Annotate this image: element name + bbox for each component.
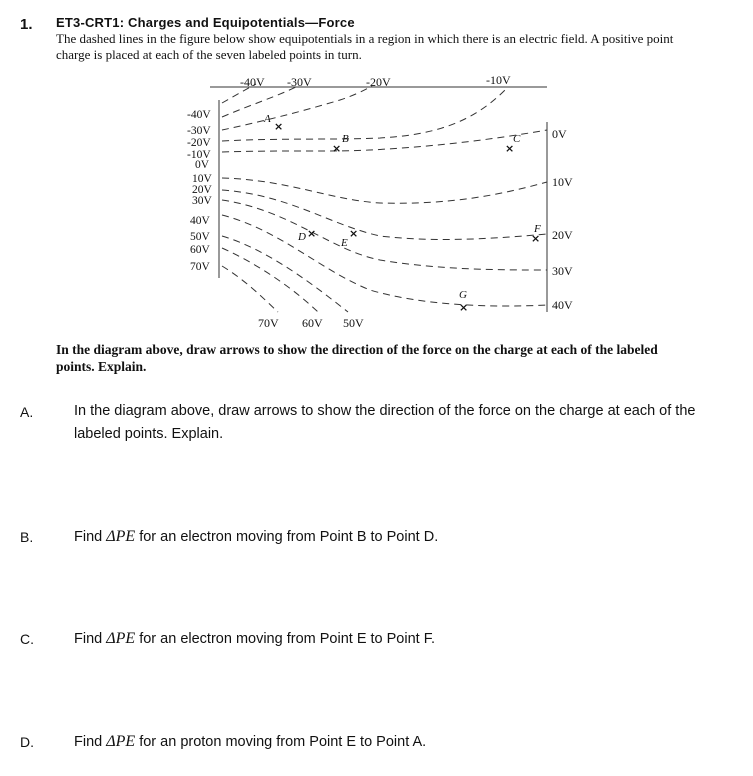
part-d-post: for an proton moving from Point E to Point A.	[139, 734, 427, 750]
left-label: -40V	[187, 109, 211, 121]
top-label: -10V	[486, 73, 511, 87]
point-label-c: C	[513, 133, 521, 145]
equipotential-line	[222, 130, 547, 152]
right-label: 0V	[552, 127, 567, 141]
point-marker-a: ×	[274, 120, 284, 133]
point-label-f: F	[534, 223, 541, 235]
part-letter-d: D.	[20, 734, 34, 750]
left-label: -20V	[187, 137, 211, 149]
part-c-pre: Find	[74, 631, 103, 647]
bottom-label: 60V	[302, 316, 323, 330]
left-label: 20V	[192, 184, 212, 196]
part-text-c	[74, 627, 734, 651]
left-label: 70V	[190, 261, 210, 273]
left-label: 60V	[190, 244, 210, 256]
equipotential-line	[222, 178, 547, 203]
right-label: 20V	[552, 228, 573, 242]
delta-pe-symbol: ΔPE	[106, 630, 136, 647]
right-label: 10V	[552, 175, 573, 189]
right-label: 30V	[552, 264, 573, 278]
point-marker-e: ×	[349, 227, 359, 240]
right-label: 40V	[552, 298, 573, 312]
equipotential-line	[222, 200, 547, 270]
bottom-label: 70V	[258, 316, 279, 330]
left-label: 40V	[190, 215, 210, 227]
point-marker-c: ×	[505, 142, 515, 155]
left-label: 0V	[195, 159, 210, 171]
figure-caption: In the diagram above, draw arrows to show the direction of the force on the charge at each of the labeled points. Explain.	[56, 342, 658, 374]
question-number: 1.	[20, 16, 33, 33]
part-c-post: for an electron moving from Point E to Point F.	[139, 631, 435, 647]
left-label: -10V	[187, 149, 211, 161]
equipotential-line	[222, 266, 278, 312]
equipotential-line	[222, 236, 348, 312]
equipotential-line	[222, 190, 547, 240]
point-marker-g: ×	[459, 301, 469, 314]
question-title: ET3-CRT1: Charges and Equipotentials—Force	[56, 15, 355, 30]
delta-pe-symbol: ΔPE	[106, 733, 136, 750]
point-marker-d: ×	[307, 227, 317, 240]
top-label: -20V	[366, 75, 391, 89]
part-b-post: for an electron moving from Point B to Point D.	[139, 529, 439, 545]
left-label: 30V	[192, 195, 212, 207]
delta-pe-symbol: ΔPE	[106, 528, 136, 545]
part-text-d	[74, 730, 734, 754]
point-label-a: A	[264, 113, 271, 125]
part-letter-b: B.	[20, 529, 34, 545]
left-label: -30V	[187, 125, 211, 137]
part-letter-a: A.	[20, 404, 34, 420]
point-label-d: D	[298, 231, 306, 243]
question-intro: The dashed lines in the figure below show equipotentials in a region in which there is an electric field. A positive point charge is placed at each of the seven labeled points in turn.	[56, 31, 674, 62]
point-label-g: G	[459, 289, 467, 301]
top-label: -40V	[240, 75, 265, 89]
equipotential-line	[222, 86, 298, 117]
part-letter-c: C.	[20, 631, 34, 647]
left-label: 50V	[190, 231, 210, 243]
part-text-b	[74, 525, 734, 549]
bottom-label: 50V	[343, 316, 364, 330]
part-b-pre: Find	[74, 529, 103, 545]
point-label-e: E	[341, 237, 348, 249]
part-text-a: In the diagram above, draw arrows to show the direction of the force on the charge at each of the labeled points. Explain.	[74, 403, 696, 442]
left-label: 10V	[192, 173, 212, 185]
top-label: -30V	[287, 75, 312, 89]
part-d-pre: Find	[74, 734, 103, 750]
point-marker-b: ×	[332, 142, 342, 155]
point-label-b: B	[342, 133, 349, 145]
point-marker-f: ×	[531, 232, 541, 245]
